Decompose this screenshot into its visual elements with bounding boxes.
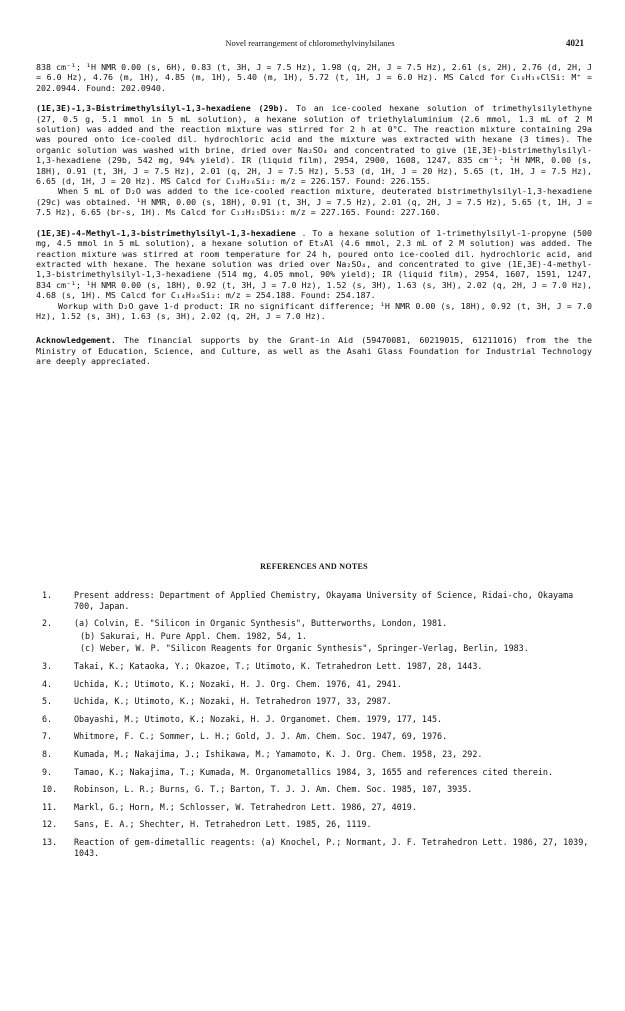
compound-29b-heading: (1E,3E)-1,3-Bistrimethylsilyl-1,3-hexadiene (29b). [36, 103, 289, 114]
methyl-hexadiene-text: . To a hexane solution of 1-trimethylsilyl-1-propyne (500 mg, 4.5 mmol in 5 mL solution), a hexane solution of Et₃Al (4.6 mmol, 2.3 mL of 2 M solution) was added. The reaction mixture was stirred at room temperature for 24 h, poured onto ice-cooled dil. hydrochloric acid, and extracted with hexane. The hexane solution was dried over Na₂SO₄, and concentrated to give (1E,3E)-4-methyl-1,3-bistrimethylsilyl-1,3-hexadiene (514 mg, 4.05 mmol, 90% yield); IR (liquid film), 2954, 1607, 1591, 1247, 834 cm⁻¹; ¹H NMR 0.00 (s, 18H), 0.92 (t, 3H, J = 7.0 Hz), 1.52 (s, 3H), 1.63 (s, 3H), 2.02 (q, 2H, J = 7.0 Hz), 4.68 (s, 1H). MS Calcd for C₁₄H₃₀Si₂: m/z = 254.188. Found: 254.187. [36, 227, 592, 301]
page-header [36, 38, 584, 52]
reference-item: 10. Robinson, L. R.; Burns, G. T.; Barton, T. J. J. Am. Chem. Soc. 1985, 107, 3935. [42, 784, 473, 795]
compound-29b-text: To an ice-cooled hexane solution of trimethylsilylethyne (27, 0.5 g, 5.1 mmol in 5 mL solution), a hexane solution of triethylaluminium (2.6 mmol, 1.3 mL of 2 M solution) was added and the reaction mixture was stirred for 2 h at 0°C. The reaction mixture containing 29a was poured onto ice-cooled dil. hydrochloric acid and the mixture was extracted with hexane (3 times). The organic solution was washed with brine, dried over Na₂SO₄ and concentrated to give (1E,3E)-bistrimethylsilyl-1,3-hexadiene (29b, 542 mg, 94% yield). IR (liquid film), 2954, 2900, 1608, 1247, 835 cm⁻¹; ¹H NMR, 0.00 (s, 18H), 0.91 (t, 3H, J = 7.5 Hz), 2.01 (q, 2H, J = 7.5 Hz), 5.53 (d, 1H, J = 20 Hz), 5.65 (t, 1H, J = 7.5 Hz), 6.65 (d, 1H, J = 20 Hz). MS Calcd for C₁₂H₂₆Si₂: m/z = 226.157. Found: 226.155. [36, 103, 592, 187]
reference-item: 8. Kumada, M.; Nakajima, J.; Ishikawa, M.; Yamamoto, K. J. Org. Chem. 1958, 23, 292. [42, 748, 483, 759]
reference-item: 1. Present address: Department of Applied Chemistry, Okayama University of Science, Ridai-cho, Okayama 700, Japan. [42, 590, 574, 611]
paragraph-spectral-data: 838 cm⁻¹; ¹H NMR 0.00 (s, 6H), 0.83 (t, 3H, J = 7.5 Hz), 1.98 (q, 2H, J = 7.5 Hz), 2.61 (s, 2H), 2.76 (d, 2H, J = 6.0 Hz), 4.76 (m, 1H), 4.85 (m, 1H), 5.40 (m, 1H), 5.72 (t, 1H, J = 6.0 Hz). MS Calcd for C₁₀H₁₉ClSi: M⁺ = 202.0944. Found: 202.0940. [36, 62, 592, 93]
reference-item: 4. Uchida, K.; Utimoto, K.; Nozaki, H. J. Org. Chem. 1976, 41, 2941. [42, 678, 402, 689]
acknowledgement-heading: Acknowledgement. [36, 335, 116, 346]
reference-item: 7. Whitmore, F. C.; Sommer, L. H.; Gold, J. J. Am. Chem. Soc. 1947, 69, 1976. [42, 731, 448, 742]
paragraph-compound-29b [36, 103, 592, 186]
reference-item: 9. Tamao, K.; Nakajima, T.; Kumada, M. Organometallics 1984, 3, 1655 and references cited therein. [42, 766, 554, 777]
article-body [36, 62, 592, 858]
acknowledgement [36, 335, 592, 366]
paragraph-methyl-hexadiene [36, 228, 592, 301]
acknowledgement-text: The financial supports by the Grant-in Aid (59470081, 60219015, 61211016) from the the Ministry of Education, Science, and Culture, as well as the Asahi Glass Foundation for Industrial Technology are deeply appreciated. [36, 335, 592, 367]
paragraph-workup: Workup with D₂O gave 1-d product: IR no significant difference; ¹H NMR 0.00 (s, 18H), 0.92 (t, 3H, J = 7.0 Hz), 1.52 (s, 3H), 1.63 (s, 3H), 2.02 (q, 2H, J = 7.0 Hz). [36, 300, 592, 321]
references-heading: REFERENCES AND NOTES [260, 562, 368, 571]
reference-item: 11. Markl, G.; Horn, M.; Schlosser, W. Tetrahedron Lett. 1986, 27, 4019. [42, 801, 417, 812]
running-title: Novel rearrangement of chloromethylvinylsilanes [225, 38, 395, 48]
reference-item: 6. Obayashi, M.; Utimoto, K.; Nozaki, H. J. Organomet. Chem. 1979, 177, 145. [42, 713, 443, 724]
methyl-hexadiene-heading: (1E,3E)-4-Methyl-1,3-bistrimethylsilyl-1,3-hexadiene [36, 227, 296, 238]
reference-item: 5. Uchida, K.; Utimoto, K.; Nozaki, H. Tetrahedron 1977, 33, 2987. [42, 696, 392, 707]
reference-item: (b) Sakurai, H. Pure Appl. Chem. 1982, 54, 1. [80, 630, 307, 641]
reference-item: 12. Sans, E. A.; Shechter, H. Tetrahedron Lett. 1985, 26, 1119. [42, 819, 372, 830]
references-list [36, 590, 596, 865]
reference-item: 3. Takai, K.; Kataoka, Y.; Okazoe, T.; Utimoto, K. Tetrahedron Lett. 1987, 28, 1443. [42, 660, 483, 671]
reference-item: 2. (a) Colvin, E. "Silicon in Organic Synthesis", Butterworths, London, 1981. [42, 618, 448, 629]
page-number: 4021 [566, 38, 584, 48]
paragraph-deuterated: When 5 mL of D₂O was added to the ice-cooled reaction mixture, deuterated bistrimethylsilyl-1,3-hexadiene (29c) was obtained. ¹H NMR, 0.00 (s, 18H), 0.91 (t, 3H, J = 7.5 Hz), 2.01 (q, 2H, J = 7.5 Hz), 5.65 (t, 1H, J = 7.5 Hz), 6.65 (br-s, 1H). Ms Calcd for C₁₂H₂₅DSi₂: m/z = 227.165. Found: 227.160. [36, 186, 592, 218]
reference-item: (c) Weber, W. P. "Silicon Reagents for Organic Synthesis", Springer-Verlag, Berlin, 1983. [80, 643, 529, 654]
reference-item: 13. Reaction of gem-dimetallic reagents: (a) Knochel, P.; Normant, J. F. Tetrahedron Lett. 1986, 27, 1039, 1043. [42, 836, 589, 858]
